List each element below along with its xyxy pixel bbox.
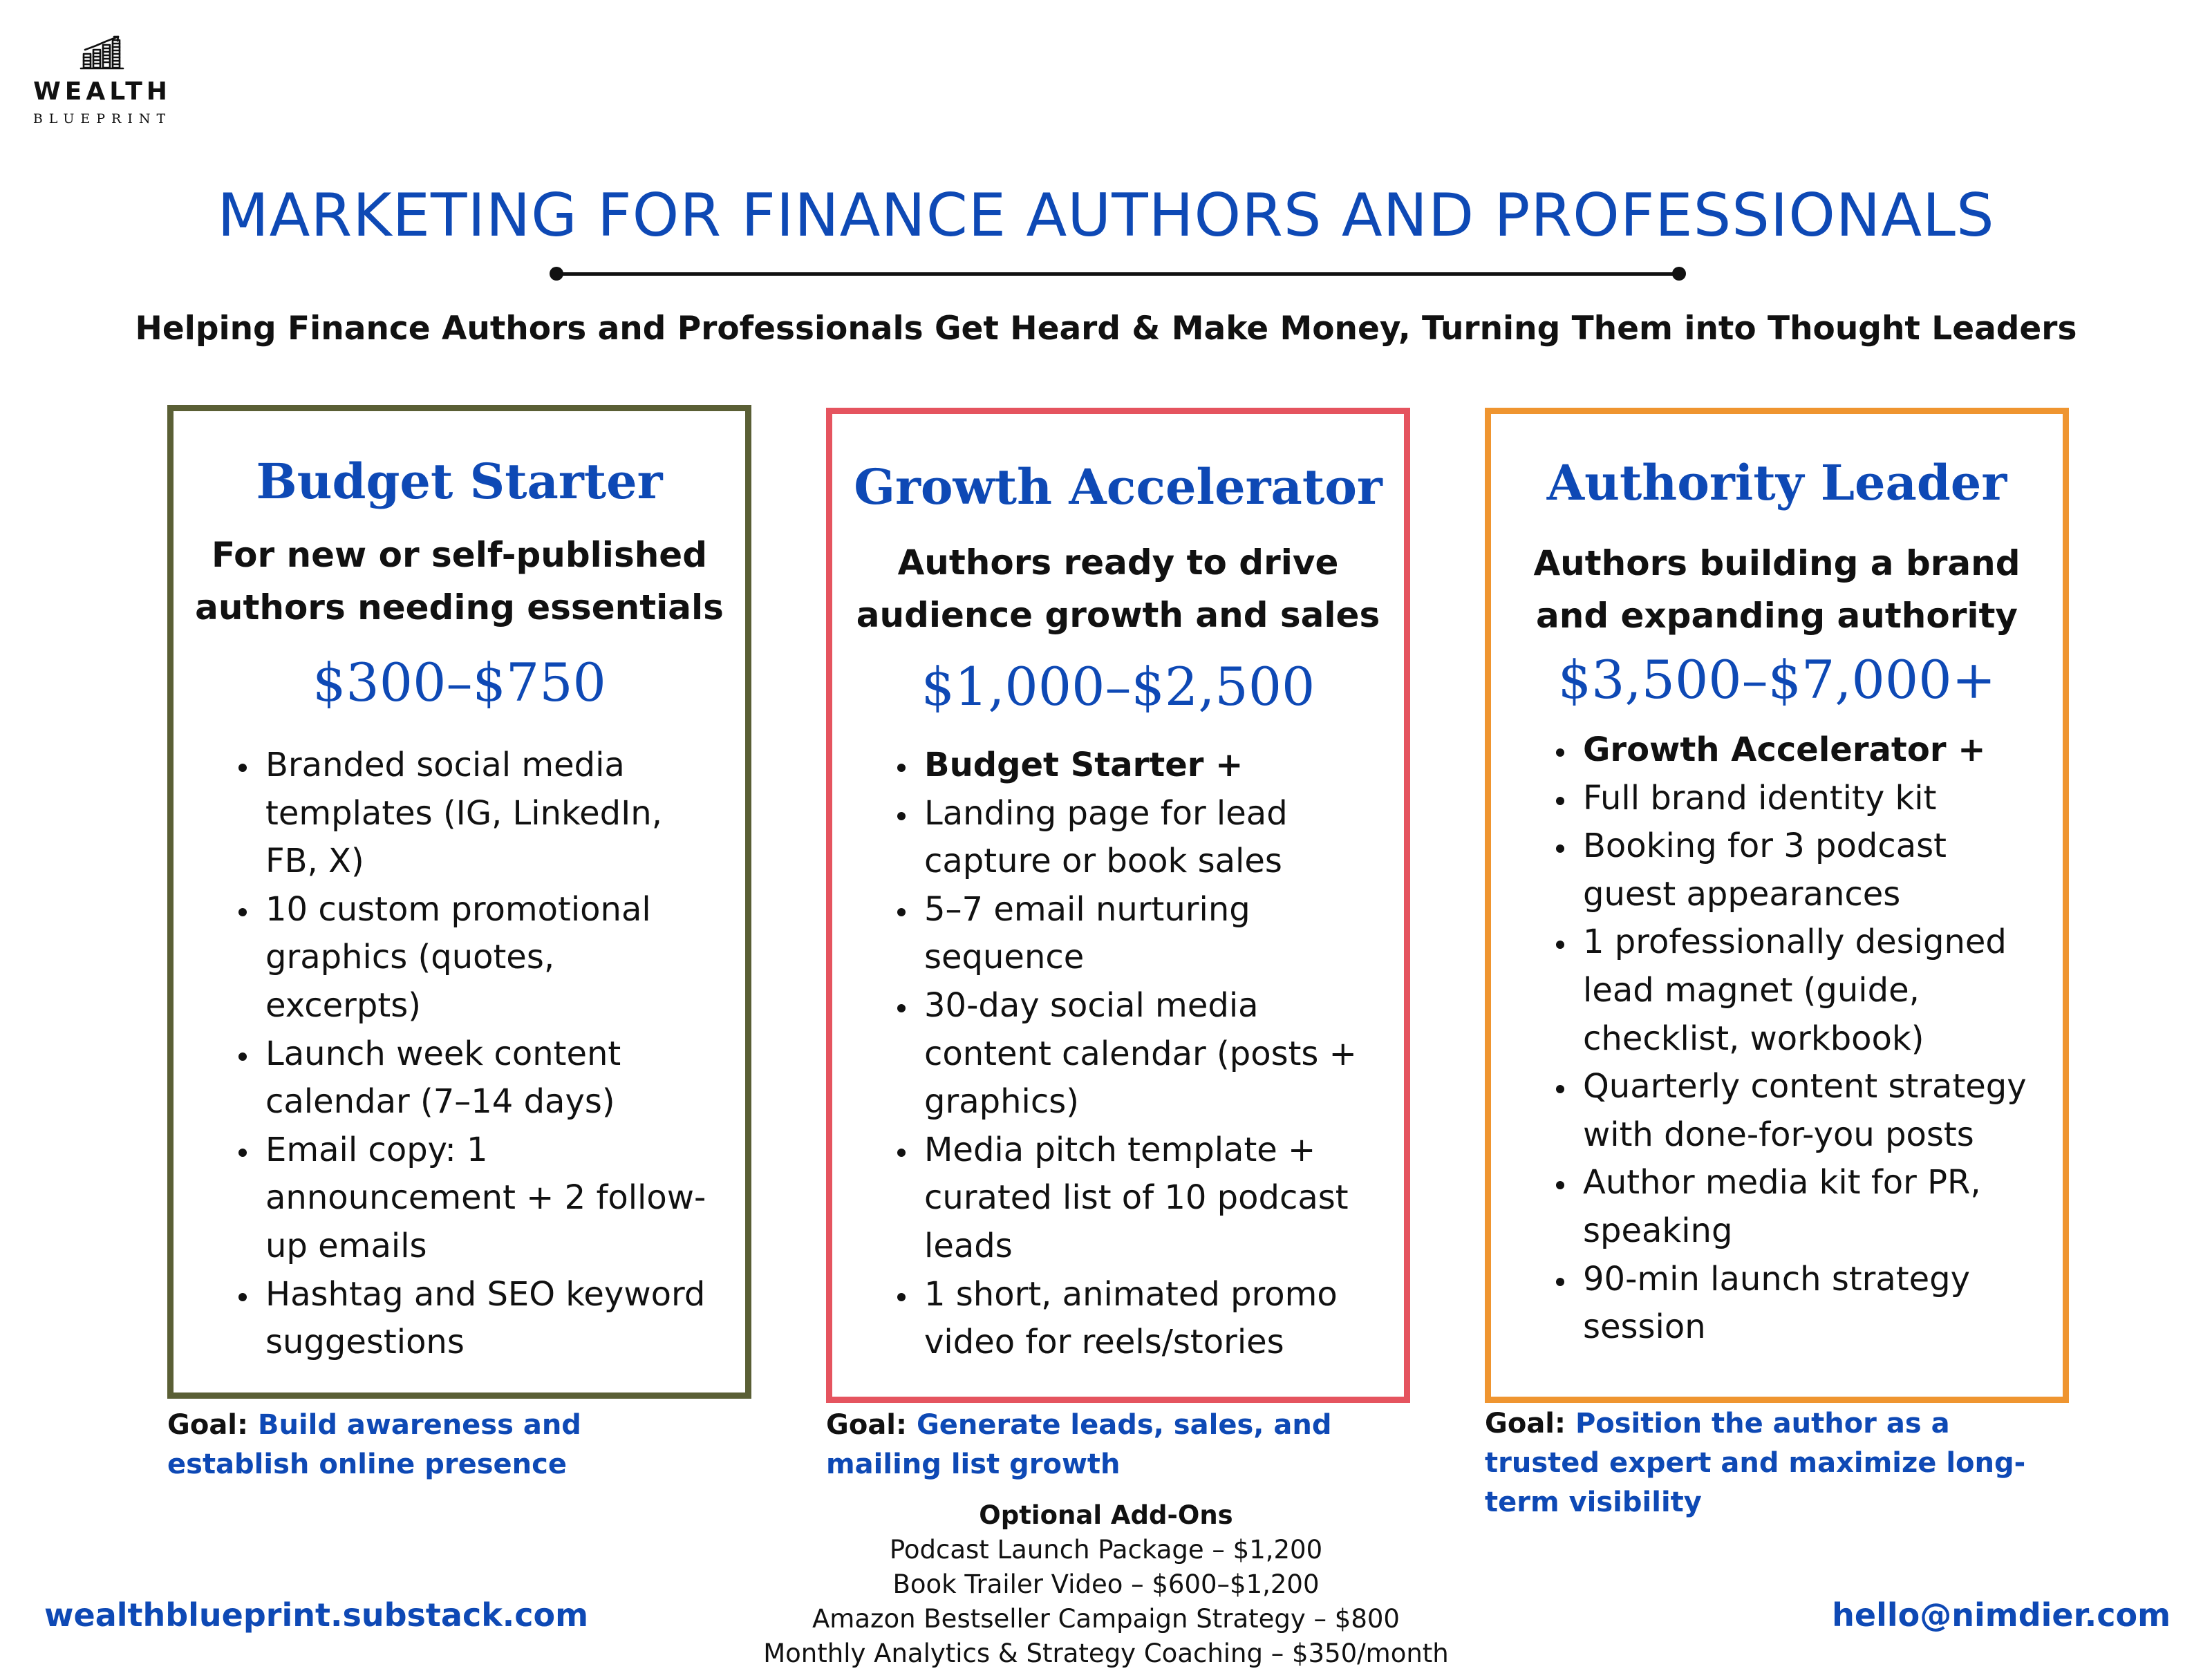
divider-dot-right <box>1672 267 1686 281</box>
brand-tagline: BLUEPRINT <box>32 111 172 126</box>
feature-item: • 30-day social media content calendar (posts + graphics) <box>919 982 1376 1126</box>
page-title: MARKETING FOR FINANCE AUTHORS AND PROFESSIONALS <box>217 181 1995 250</box>
package-card-authority-leader <box>1485 408 2069 1403</box>
addons-title: Optional Add-Ons <box>979 1500 1233 1530</box>
addon-item: Monthly Analytics & Strategy Coaching – $350/month <box>763 1639 1449 1668</box>
feature-item: • Hashtag and SEO keyword suggestions <box>260 1271 718 1367</box>
goal-label: Goal: <box>167 1409 249 1441</box>
feature-item: • 1 short, animated promo video for reels/stories <box>919 1271 1376 1367</box>
feature-item: • 5–7 email nurturing sequence <box>919 886 1376 982</box>
feature-item-includes: • Budget Starter + <box>919 742 1376 790</box>
package-card-budget-starter <box>167 405 751 1399</box>
feature-item: • 90-min launch strategy session <box>1577 1256 2035 1352</box>
addon-item: Book Trailer Video – $600–$1,200 <box>892 1569 1320 1599</box>
package-name: Authority Leader <box>1546 454 2007 511</box>
website-link[interactable]: wealthblueprint.substack.com <box>44 1596 589 1634</box>
goal-text: Position the author as a trusted expert and maximize long-term visibility <box>1485 1408 2026 1518</box>
package-card-growth-accelerator <box>826 408 1410 1403</box>
goal-label: Goal: <box>826 1409 908 1441</box>
package-price: $3,500–$7,000+ <box>1557 649 1996 710</box>
package-price: $300–$750 <box>312 652 606 713</box>
brand-logo <box>19 35 185 126</box>
addon-item: Amazon Bestseller Campaign Strategy – $800 <box>812 1604 1400 1634</box>
feature-item: • Quarterly content strategy with done-for-you posts <box>1577 1063 2035 1159</box>
package-goal <box>167 1406 651 1484</box>
feature-item: • Branded social media templates (IG, LinkedIn, FB, X) <box>260 742 718 886</box>
feature-item: • 10 custom promotional graphics (quotes, excerpts) <box>260 886 718 1030</box>
brand-name: WEALTH <box>33 77 171 106</box>
feature-item: • 1 professionally designed lead magnet (guide, checklist, workbook) <box>1577 918 2035 1063</box>
feature-item: • Author media kit for PR, speaking <box>1577 1159 2035 1255</box>
package-audience: Authors ready to drive audience growth and sales <box>856 542 1380 635</box>
divider-line <box>558 272 1678 276</box>
package-goal <box>826 1406 1421 1484</box>
page-subtitle: Helping Finance Authors and Professionals Get Heard & Make Money, Turning Them into Thought Leaders <box>135 310 2077 348</box>
email-link[interactable]: hello@nimdier.com <box>1832 1596 2171 1634</box>
title-divider <box>550 264 1686 283</box>
feature-item: • Media pitch template + curated list of 10 podcast leads <box>919 1126 1376 1271</box>
goal-text: Generate leads, sales, and mailing list growth <box>826 1409 1332 1480</box>
package-audience: Authors building a brand and expanding authority <box>1533 543 2021 636</box>
goal-text: Build awareness and establish online presence <box>167 1409 581 1480</box>
addon-item: Podcast Launch Package – $1,200 <box>889 1535 1323 1565</box>
package-price: $1,000–$2,500 <box>921 656 1315 717</box>
feature-item: • Booking for 3 podcast guest appearances <box>1577 822 2035 918</box>
optional-addons <box>691 1498 1521 1671</box>
feature-item: • Full brand identity kit <box>1577 775 2035 823</box>
package-name: Budget Starter <box>256 453 663 510</box>
package-goal <box>1485 1404 2065 1522</box>
package-feature-list <box>832 742 1404 1367</box>
package-name: Growth Accelerator <box>854 458 1382 516</box>
goal-label: Goal: <box>1485 1408 1566 1439</box>
stacked-coins-chart-icon <box>79 35 125 70</box>
package-feature-list <box>174 742 745 1367</box>
feature-item-includes: • Growth Accelerator + <box>1577 726 2035 775</box>
feature-item: • Email copy: 1 announcement + 2 follow-up emails <box>260 1126 718 1271</box>
package-feature-list <box>1491 726 2063 1352</box>
divider-dot-left <box>550 267 563 281</box>
feature-item: • Launch week content calendar (7–14 days) <box>260 1030 718 1126</box>
feature-item: • Landing page for lead capture or book sales <box>919 790 1376 886</box>
package-audience: For new or self-published authors needing essentials <box>195 535 724 627</box>
